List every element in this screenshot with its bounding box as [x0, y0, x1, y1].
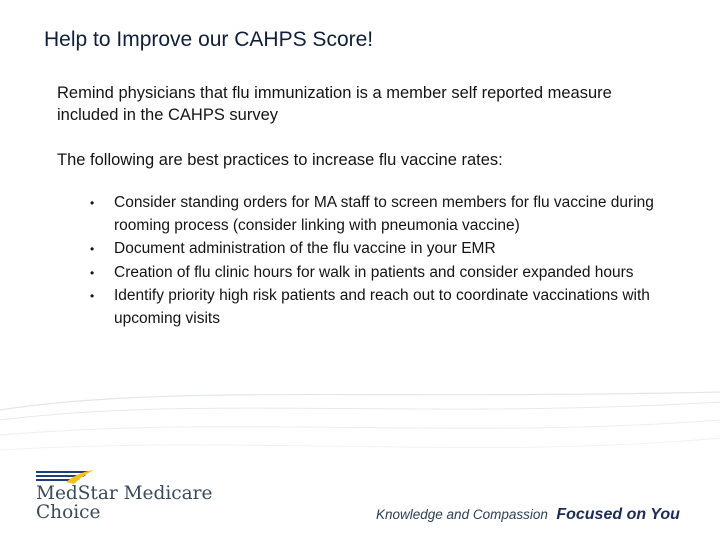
list-item-text: Creation of flu clinic hours for walk in patients and consider expanded hours — [114, 264, 634, 281]
list-item — [90, 261, 660, 284]
intro-paragraph: Remind physicians that flu immunization is a member self reported measure included in the CAHPS survey — [57, 84, 612, 124]
slide-title: Help to Improve our CAHPS Score! — [44, 28, 374, 51]
logo-line-1: MedStar Medicare — [36, 483, 213, 504]
list-item-text: Identify priority high risk patients and reach out to coordinate vaccinations with upcoming visits — [114, 287, 650, 327]
tagline-soft: Knowledge and Compassion — [376, 507, 548, 522]
list-item — [90, 237, 660, 261]
tagline — [376, 506, 680, 524]
best-practices-list — [90, 191, 660, 330]
list-item-text: Document administration of the flu vaccine in your EMR — [114, 240, 496, 257]
decorative-swoosh — [0, 380, 720, 480]
medstar-logo — [36, 468, 213, 528]
bullet-icon: • — [90, 266, 95, 280]
bullet-icon: • — [90, 242, 95, 256]
logo-text — [36, 484, 212, 522]
bullet-icon: • — [90, 289, 95, 303]
lead-paragraph: The following are best practices to increase flu vaccine rates: — [57, 151, 503, 169]
bullet-icon: • — [90, 196, 95, 210]
list-item — [90, 284, 660, 330]
list-item-text: Consider standing orders for MA staff to screen members for flu vaccine during rooming process (consider linking with pneumonia vaccine) — [114, 194, 654, 234]
logo-line-2: Choice — [36, 502, 101, 523]
list-item — [90, 191, 660, 237]
tagline-bold: Focused on You — [556, 506, 680, 523]
